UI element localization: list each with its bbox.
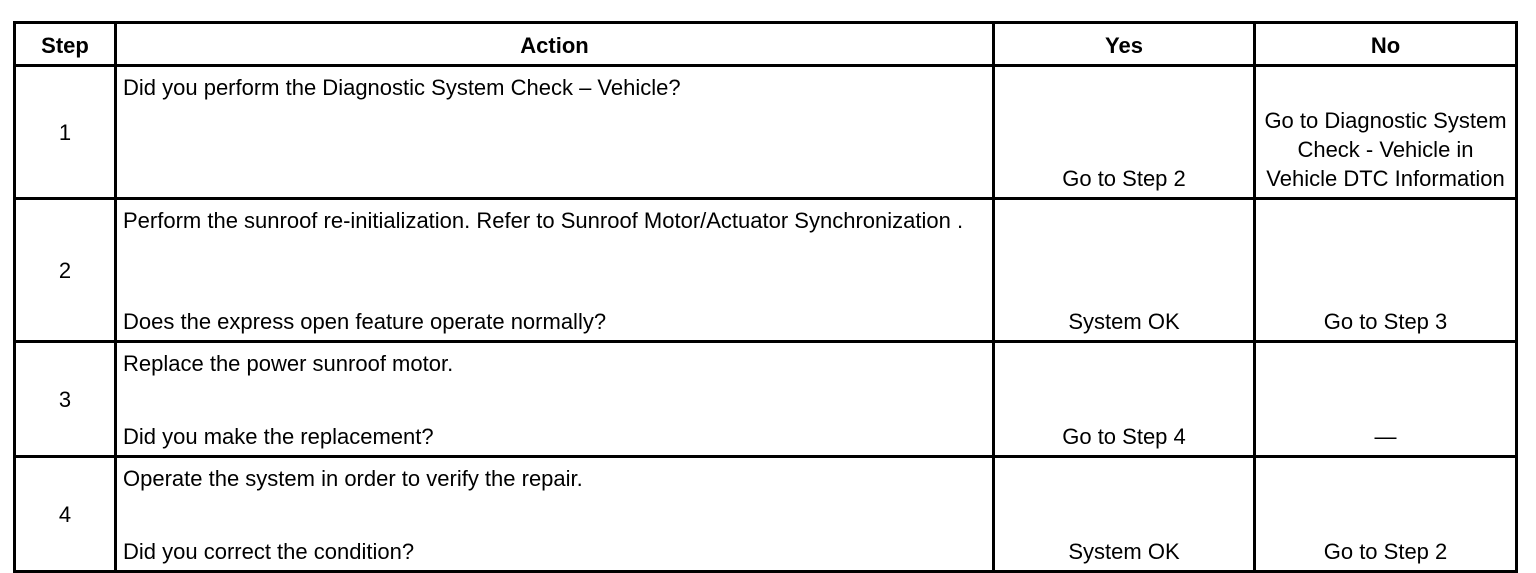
action-instruction: Operate the system in order to verify the repair. (123, 466, 583, 491)
table-row (15, 199, 1517, 342)
header-row (15, 23, 1517, 66)
action-instruction: Perform the sunroof re-initialization. Refer to Sunroof Motor/Actuator Synchronization . (123, 208, 964, 233)
yes-result: System OK (994, 199, 1255, 342)
yes-result: Go to Step 4 (994, 342, 1255, 457)
table-row (15, 457, 1517, 572)
header-action: Action (116, 23, 994, 66)
action-question: Does the express open feature operate normally? (123, 309, 607, 334)
step-number: 3 (15, 342, 116, 457)
action-question: Did you make the replacement? (123, 424, 434, 449)
action-cell (116, 457, 994, 572)
table-body (15, 66, 1517, 572)
step-number: 1 (15, 66, 116, 199)
table-row (15, 66, 1517, 199)
no-result: — (1255, 342, 1517, 457)
action-cell (116, 66, 994, 199)
action-instruction: Did you perform the Diagnostic System Check – Vehicle? (123, 75, 681, 100)
action-instruction: Replace the power sunroof motor. (123, 351, 454, 376)
no-result: Go to Step 3 (1255, 199, 1517, 342)
yes-result: System OK (994, 457, 1255, 572)
table-header (15, 23, 1517, 66)
header-no: No (1255, 23, 1517, 66)
no-result: Go to Step 2 (1255, 457, 1517, 572)
yes-result: Go to Step 2 (994, 66, 1255, 199)
step-number: 2 (15, 199, 116, 342)
action-question: Did you correct the condition? (123, 539, 415, 564)
action-cell (116, 342, 994, 457)
header-step: Step (15, 23, 116, 66)
step-number: 4 (15, 457, 116, 572)
action-cell (116, 199, 994, 342)
header-yes: Yes (994, 23, 1255, 66)
table-row (15, 342, 1517, 457)
diagnostic-table (13, 21, 1518, 573)
no-result: Go to Diagnostic System Check - Vehicle in Vehicle DTC Information (1264, 108, 1507, 191)
no-result-cell (1255, 66, 1517, 199)
